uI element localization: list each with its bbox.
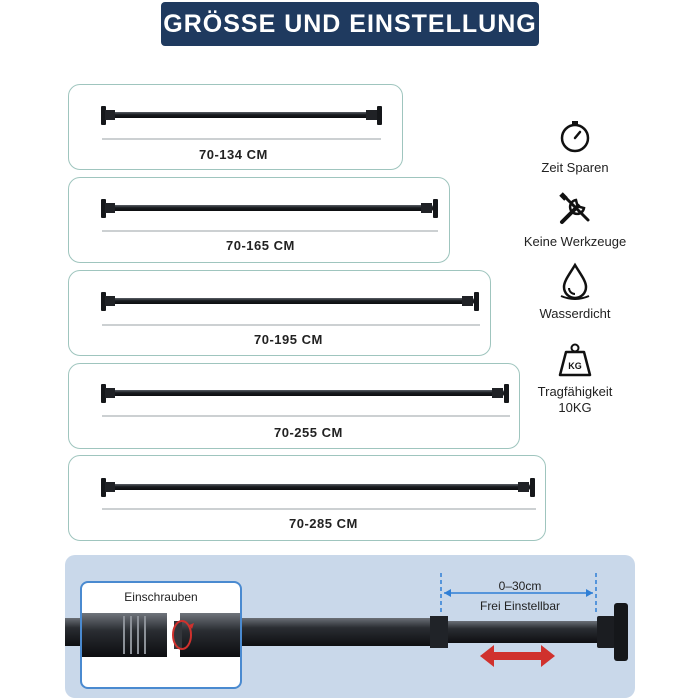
adjust-arrow-icon xyxy=(480,645,555,667)
weight-icon xyxy=(557,342,593,378)
size-label: 70-165 CM xyxy=(226,238,295,253)
screw-detail-inset xyxy=(80,581,242,689)
svg-text:KG: KG xyxy=(568,361,582,371)
range-value: 0–30cm xyxy=(498,579,542,593)
tools-icon xyxy=(556,190,594,228)
feature-time-saving xyxy=(510,118,640,176)
feature-label: Zeit Sparen xyxy=(541,160,609,175)
water-drop-icon xyxy=(557,262,593,300)
tension-rod-255 xyxy=(101,384,510,416)
tension-rod-195 xyxy=(101,292,480,325)
feature-label: Keine Werkzeuge xyxy=(523,234,627,249)
stopwatch-icon xyxy=(557,118,593,154)
feature-label: Wasserdicht xyxy=(539,306,611,321)
size-label: 70-285 CM xyxy=(289,516,358,531)
page-title: GRÖSSE UND EINSTELLUNG xyxy=(161,2,539,46)
tension-rod-285 xyxy=(101,478,536,509)
feature-label-line1: Tragfähigkeit xyxy=(537,384,613,399)
feature-waterproof xyxy=(510,262,640,322)
screw-connection-icon xyxy=(82,583,240,687)
range-label: Frei Einstellbar xyxy=(479,599,561,613)
size-label: 70-134 CM xyxy=(199,147,268,162)
feature-no-tools xyxy=(510,190,640,250)
feature-load-capacity xyxy=(510,342,640,416)
tension-rod-134 xyxy=(101,106,382,139)
size-label: 70-195 CM xyxy=(254,332,323,347)
tension-rod-165 xyxy=(101,199,438,231)
size-label: 70-255 CM xyxy=(274,425,343,440)
feature-label-line2: 10KG xyxy=(558,400,592,415)
inset-label: Einschrauben xyxy=(124,590,198,604)
